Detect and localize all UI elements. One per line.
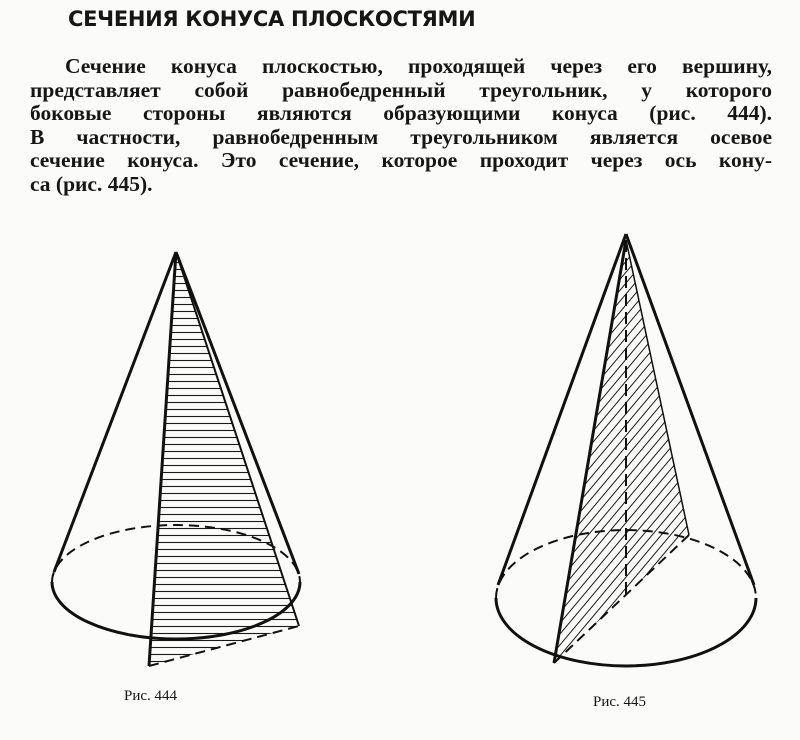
cone-base-front-arc	[496, 598, 756, 666]
paragraph-line: сечение конуса. Это сечение, которое проходит через ось кону-	[30, 148, 772, 172]
paragraph-line: представляет собой равнобедренный треугольник, у которого	[30, 77, 772, 102]
paragraph-line: Сечение конуса плоскостью, проходящей через его вершину,	[65, 54, 772, 78]
paragraph-line: са (рис. 445).	[30, 171, 153, 196]
paragraph-line: В частности, равнобедренным треугольником является осевое	[30, 124, 772, 149]
hatched-section-445	[554, 240, 689, 663]
figure-caption-444: Рис. 444	[124, 688, 178, 704]
paragraph-line: боковые стороны являются образующими конуса (рис. 444).	[30, 101, 772, 125]
section-heading: СЕЧЕНИЯ КОНУСА ПЛОСКОСТЯМИ	[68, 7, 476, 31]
figure-caption-445: Рис. 445	[593, 694, 647, 710]
cone-figure-445	[496, 234, 756, 666]
cone-figure-444	[52, 252, 300, 666]
